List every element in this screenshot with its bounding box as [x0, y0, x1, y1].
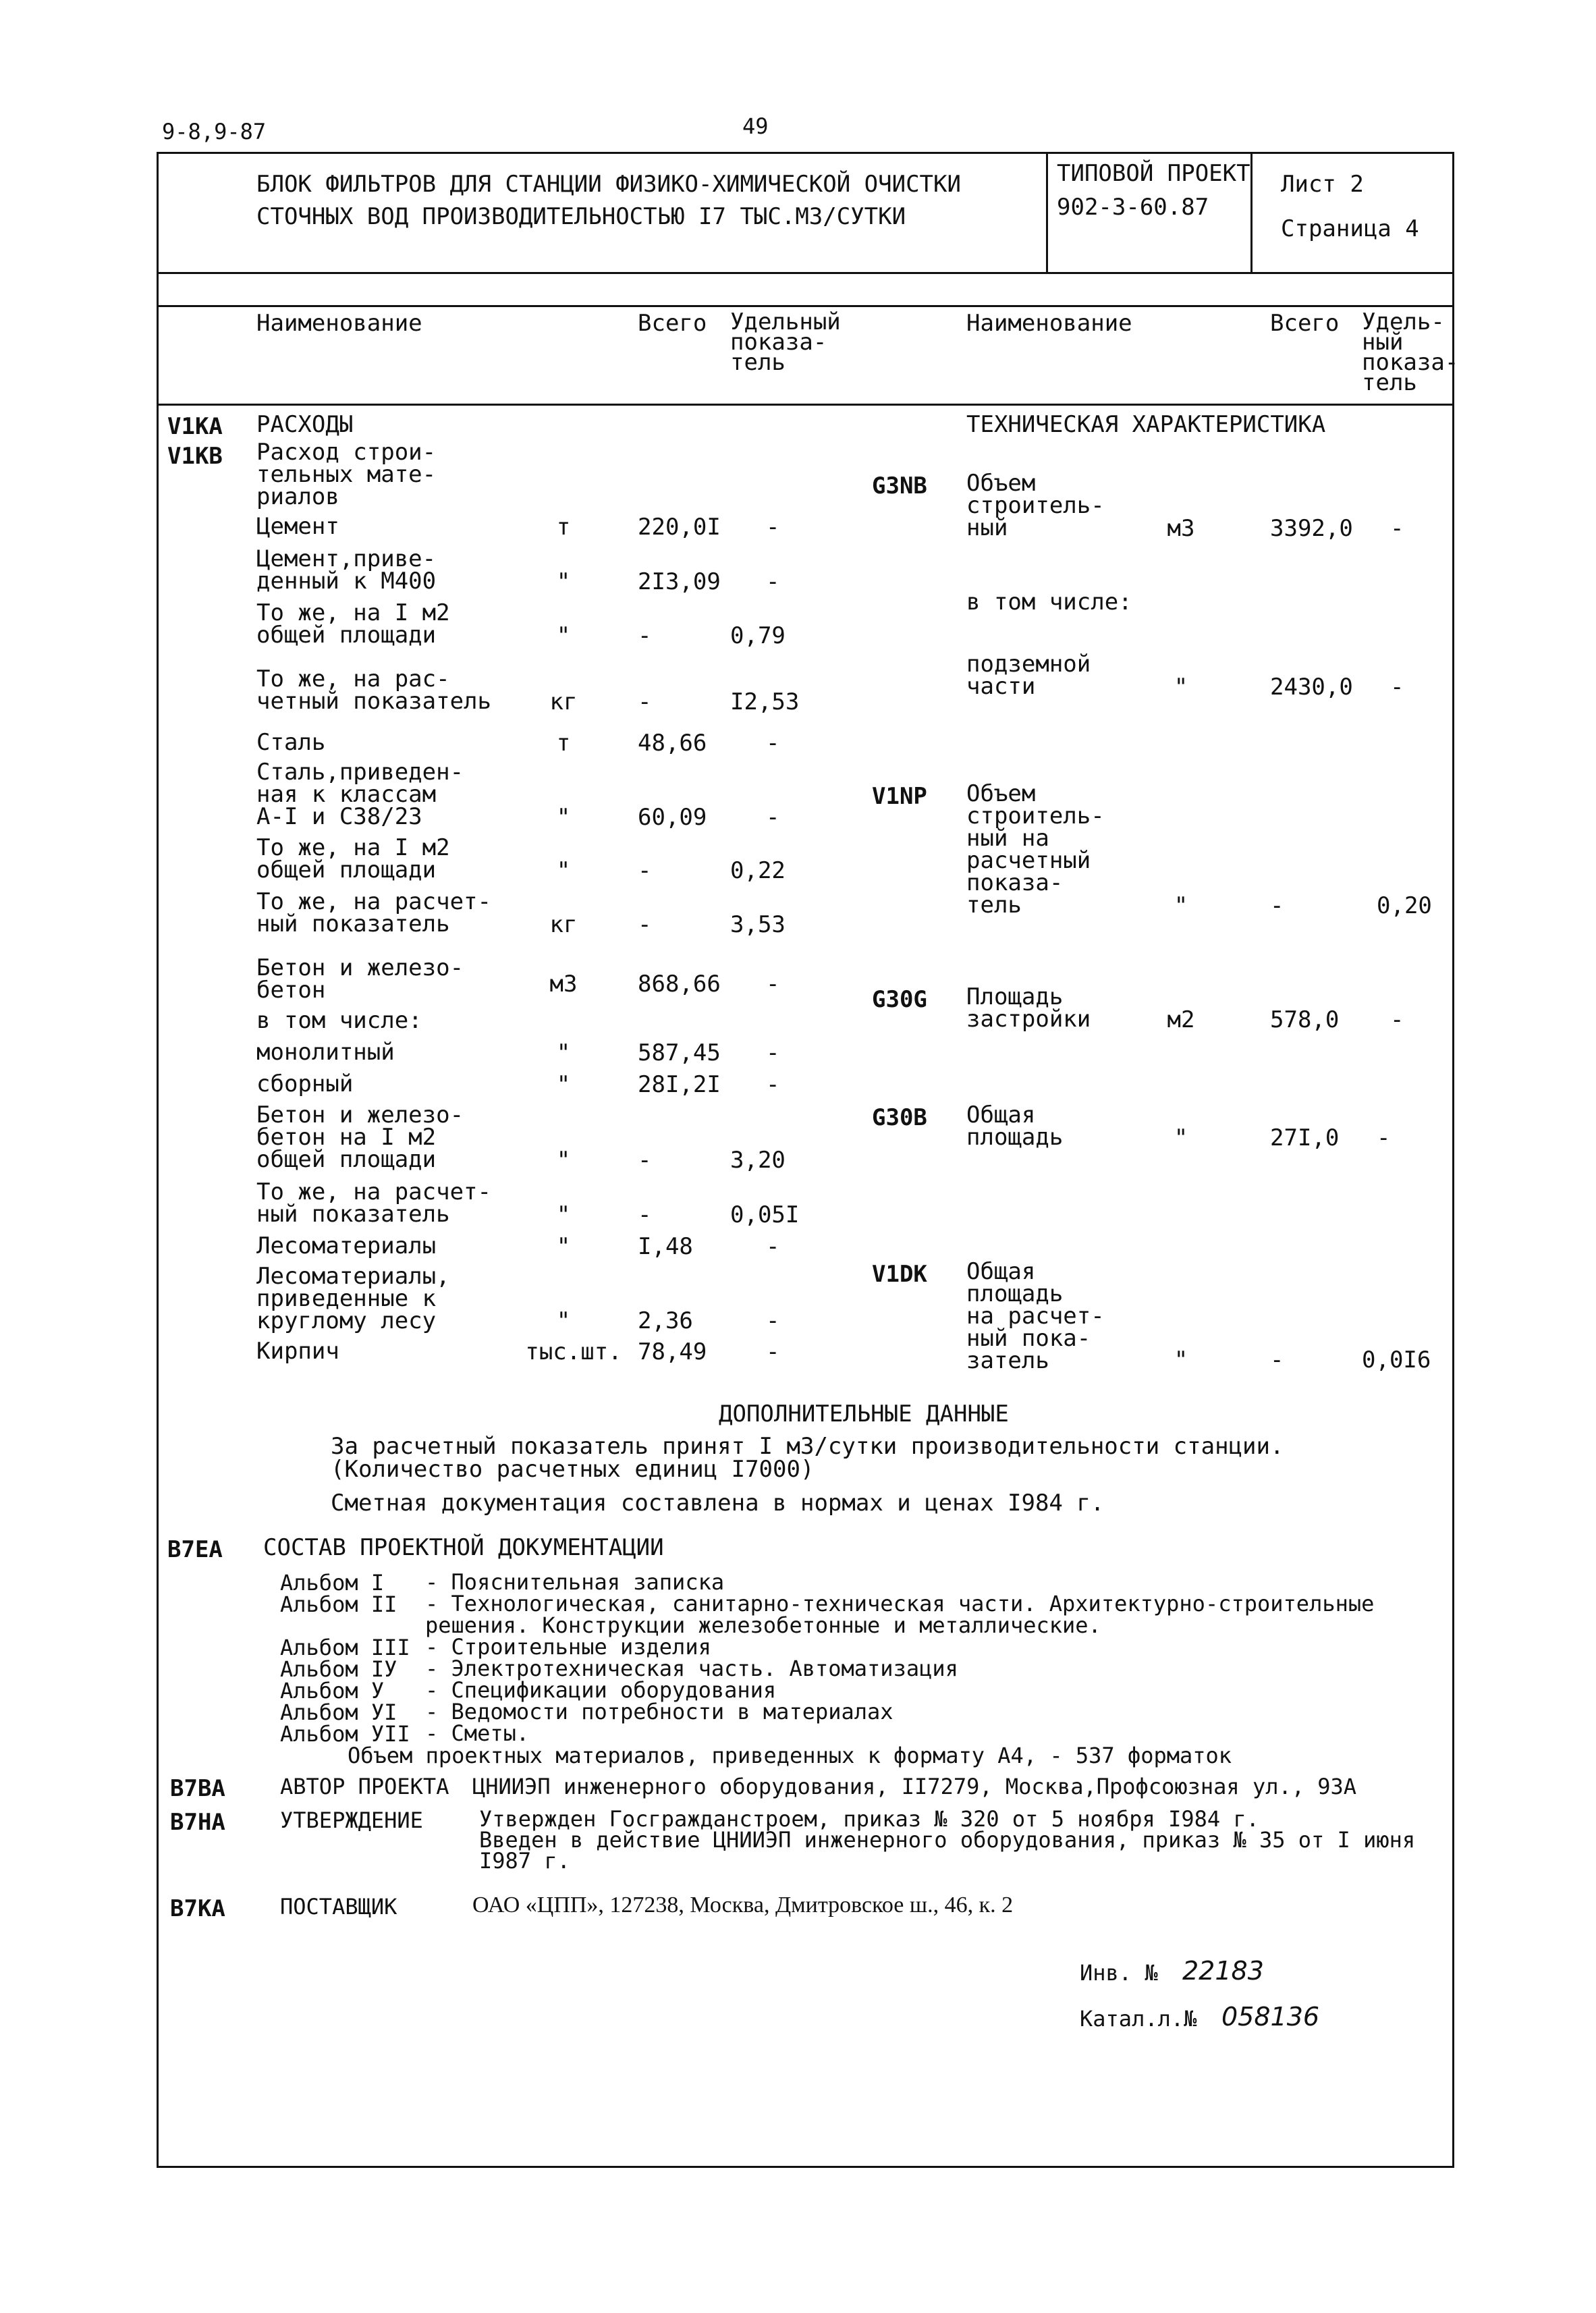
table-row-specific: - [766, 568, 780, 595]
table-row-unit: " [1174, 674, 1188, 701]
inventory-label: Инв. № [1080, 1960, 1158, 1986]
page-number: 49 [742, 113, 769, 139]
table-row-specific: - [766, 1338, 780, 1365]
table-row-specific: - [766, 1307, 780, 1334]
table-row-name: То же, на рас- четный показатель [256, 665, 491, 715]
table-row-total: 868,66 [638, 971, 721, 998]
table-row-specific: - [766, 1071, 780, 1098]
table-row-unit: " [556, 1201, 571, 1228]
supplier-text: ОАО «ЦПП», 127238, Москва, Дмитровское ш., 46, к. 2 [472, 1893, 1014, 1917]
album-description: - Электротехническая часть. Автоматизация [425, 1656, 958, 1681]
album-description: - Спецификации оборудования [425, 1677, 777, 1703]
supplier-label: ПОСТАВЩИК [280, 1894, 397, 1920]
table-row-total: - [638, 1147, 652, 1174]
code-v1dk: V1DK [872, 1261, 927, 1288]
album-label: Альбом I [280, 1570, 385, 1596]
header-bottom-line [157, 272, 1454, 274]
sheet-label: Лист 2 [1281, 171, 1364, 198]
table-row-specific: 3,20 [730, 1147, 786, 1174]
table-row-name: Общая площадь на расчет- ный пока- затель [966, 1258, 1105, 1374]
table-row-name: Бетон и железо- бетон [256, 954, 464, 1004]
composition-heading: СОСТАВ ПРОЕКТНОЙ ДОКУМЕНТАЦИИ [263, 1534, 664, 1561]
table-header-top-line [157, 305, 1454, 307]
table-row-name: То же, на расчет- ный показатель [256, 1178, 491, 1228]
col-header-total: Всего [638, 310, 707, 337]
table-row-name: в том числе: [966, 589, 1132, 616]
table-row-total: 578,0 [1270, 1006, 1340, 1033]
table-row-total: 78,49 [638, 1338, 707, 1365]
col-header-name: Наименование [256, 310, 422, 337]
table-row-name: Объем строитель- ный на расчетный показа- тель [966, 780, 1105, 919]
table-row-unit: т [556, 514, 571, 541]
table-row-total: 2430,0 [1270, 674, 1353, 701]
volume-note: Объем проектных материалов, приведенных к формату А4, - 537 форматок [348, 1743, 1232, 1768]
table-row-unit: " [556, 857, 571, 884]
document-code: 9-8,9-87 [162, 119, 267, 144]
table-row-name: Сталь,приведен- ная к классам А-I и С38/23 [256, 759, 464, 830]
table-row-specific: - [1390, 515, 1404, 542]
table-row-total: I,48 [638, 1233, 693, 1260]
table-row-name: Расход строи- тельных мате- риалов [256, 439, 437, 510]
table-row-name: подземной части [966, 651, 1091, 700]
table-row-name: в том числе: [256, 1007, 422, 1034]
table-row-specific: - [766, 1233, 780, 1260]
table-row-unit: " [556, 1307, 571, 1334]
table-row-specific: 0,0I6 [1362, 1346, 1431, 1373]
album-description: - Технологическая, санитарно-техническая части. Архитектурно-строительные решения. Конструкции железобетонные и металлические. [425, 1591, 1375, 1638]
album-description: - Сметы. [425, 1720, 530, 1746]
table-row-specific: I2,53 [730, 688, 800, 715]
table-row-specific: 0,79 [730, 622, 786, 649]
table-row-specific: 0,20 [1377, 892, 1432, 919]
table-row-name: Площадь застройки [966, 983, 1091, 1033]
table-row-total: 3392,0 [1270, 515, 1353, 542]
column-header-bottom-line [157, 404, 1454, 406]
code-v1kb: V1KB [167, 443, 223, 470]
album-description: - Ведомости потребности в материалах [425, 1699, 893, 1724]
table-row-total: - [638, 911, 652, 938]
table-row-unit: " [556, 804, 571, 831]
table-row-unit: м3 [549, 971, 578, 998]
table-row-specific: - [766, 971, 780, 998]
album-label: Альбом II [280, 1591, 397, 1617]
table-row-total: 48,66 [638, 730, 707, 757]
table-row-unit: " [556, 1071, 571, 1098]
table-row-name: Цемент,приве- денный к М400 [256, 545, 437, 595]
additional-line-3: Сметная документация составлена в нормах и ценах I984 г. [331, 1490, 1105, 1517]
code-v1np: V1NP [872, 783, 927, 810]
album-label: Альбом У [280, 1678, 385, 1704]
table-row-name: Бетон и железо- бетон на I м2 общей площади [256, 1101, 464, 1173]
catalog-number: 058136 [1221, 2002, 1320, 2032]
approval-label: УТВЕРЖДЕНИЕ [280, 1807, 423, 1833]
table-row-name: Сталь [256, 729, 326, 756]
table-row-total: - [1270, 892, 1284, 919]
table-row-name: То же, на I м2 общей площади [256, 834, 450, 883]
additional-line-1: За расчетный показатель принят I м3/сутки производительности станции. [331, 1433, 1284, 1460]
approval-text: Утвержден Госгражданстроем, приказ № 320 от 5 ноября I984 г. Введен в действие ЦНИИЭП инженерного оборудования, приказ № 35 от I июня I987 г. [479, 1806, 1416, 1874]
table-row-total: 60,09 [638, 804, 707, 831]
col-header-specific: Удельный показа- тель [730, 308, 841, 376]
col-header-specific-2: Удель- ный показа- тель [1362, 308, 1459, 396]
code-b7ea: B7EA [167, 1536, 223, 1563]
table-row-specific: - [766, 514, 780, 541]
table-row-unit: " [1174, 1124, 1188, 1151]
project-label: ТИПОВОЙ ПРОЕКТ [1057, 160, 1250, 187]
table-row-total: - [638, 857, 652, 884]
table-row-unit: кг [549, 688, 578, 715]
table-row-total: 2,36 [638, 1307, 693, 1334]
table-row-unit: т [556, 730, 571, 757]
table-row-unit: м3 [1167, 515, 1195, 542]
table-row-name: Лесоматериалы [256, 1232, 437, 1259]
additional-line-2: (Количество расчетных единиц I7000) [331, 1456, 815, 1483]
table-row-name: Лесоматериалы, приведенные к круглому лесу [256, 1263, 450, 1334]
code-g30g: G30G [872, 986, 927, 1013]
code-v1ka: V1KA [167, 413, 223, 440]
table-row-name: То же, на I м2 общей площади [256, 599, 450, 649]
title-line-1: БЛОК ФИЛЬТРОВ ДЛЯ СТАНЦИИ ФИЗИКО-ХИМИЧЕСКОЙ ОЧИСТКИ [256, 171, 961, 198]
additional-heading: ДОПОЛНИТЕЛЬНЫЕ ДАННЫЕ [719, 1400, 1009, 1427]
album-description: - Строительные изделия [425, 1634, 711, 1660]
code-g30b: G30B [872, 1104, 927, 1131]
table-row-specific: - [1377, 1124, 1391, 1151]
table-row-specific: - [766, 804, 780, 831]
table-row-unit: " [556, 568, 571, 595]
code-b7ka: B7KA [170, 1895, 225, 1922]
album-label: Альбом УII [280, 1721, 410, 1747]
code-b7ba: B7BA [170, 1775, 225, 1802]
header-divider-2 [1250, 152, 1253, 273]
album-description: - Пояснительная записка [425, 1569, 725, 1595]
album-label: Альбом УI [280, 1699, 397, 1725]
table-row-total: 2I3,09 [638, 568, 721, 595]
table-row-specific: - [766, 1039, 780, 1066]
table-row-unit: кг [549, 911, 578, 938]
table-row-specific: - [766, 730, 780, 757]
header-divider-1 [1046, 152, 1048, 273]
table-row-unit: " [1174, 1346, 1188, 1373]
table-row-name: Кирпич [256, 1338, 339, 1365]
table-row-specific: 0,05I [730, 1201, 800, 1228]
table-row-total: - [638, 622, 652, 649]
table-row-total: 587,45 [638, 1039, 721, 1066]
table-row-unit: " [1174, 892, 1188, 919]
table-row-total: 27I,0 [1270, 1124, 1340, 1151]
table-row-unit: " [556, 1039, 571, 1066]
table-row-total: 28I,2I [638, 1071, 721, 1098]
inventory-number: 22183 [1182, 1956, 1264, 1986]
author-label: АВТОР ПРОЕКТА [280, 1774, 449, 1799]
table-row-total: - [1270, 1346, 1284, 1373]
col-header-name-2: Наименование [966, 310, 1132, 337]
author-text: ЦНИИЭП инженерного оборудования, II7279, Москва,Профсоюзная ул., 93А [472, 1774, 1357, 1799]
table-row-specific: 0,22 [730, 857, 786, 884]
page-label: Страница 4 [1281, 215, 1419, 242]
title-line-2: СТОЧНЫХ ВОД ПРОИЗВОДИТЕЛЬНОСТЬЮ I7 ТЫС.М3/СУТКИ [256, 203, 906, 230]
table-row-name: Общая площадь [966, 1101, 1064, 1151]
table-row-total: 220,0I [638, 514, 721, 541]
col-header-total-2: Всего [1270, 310, 1340, 337]
album-label: Альбом III [280, 1635, 410, 1660]
code-g3nb: G3NB [872, 472, 927, 499]
table-row-name: Цемент [256, 513, 339, 540]
section-expenses: РАСХОДЫ [256, 411, 354, 438]
section-technical: ТЕХНИЧЕСКАЯ ХАРАКТЕРИСТИКА [966, 411, 1326, 438]
table-row-specific: 3,53 [730, 911, 786, 938]
table-row-unit: " [556, 622, 571, 649]
table-row-unit: " [556, 1233, 571, 1260]
project-number: 902-3-60.87 [1057, 194, 1209, 221]
table-row-specific: - [1390, 674, 1404, 701]
table-row-name: Объем строитель- ный [966, 470, 1105, 541]
album-label: Альбом IУ [280, 1656, 397, 1682]
table-row-specific: - [1390, 1006, 1404, 1033]
table-row-name: монолитный [256, 1039, 395, 1066]
table-row-total: - [638, 1201, 652, 1228]
table-row-name: сборный [256, 1070, 354, 1097]
code-b7ha: B7HA [170, 1809, 225, 1836]
table-row-unit: " [556, 1147, 571, 1174]
table-row-unit: тыс.шт. [525, 1338, 622, 1365]
table-row-name: То же, на расчет- ный показатель [256, 888, 491, 937]
table-row-total: - [638, 688, 652, 715]
catalog-label: Катал.л.№ [1080, 2006, 1197, 2032]
table-row-unit: м2 [1167, 1006, 1195, 1033]
